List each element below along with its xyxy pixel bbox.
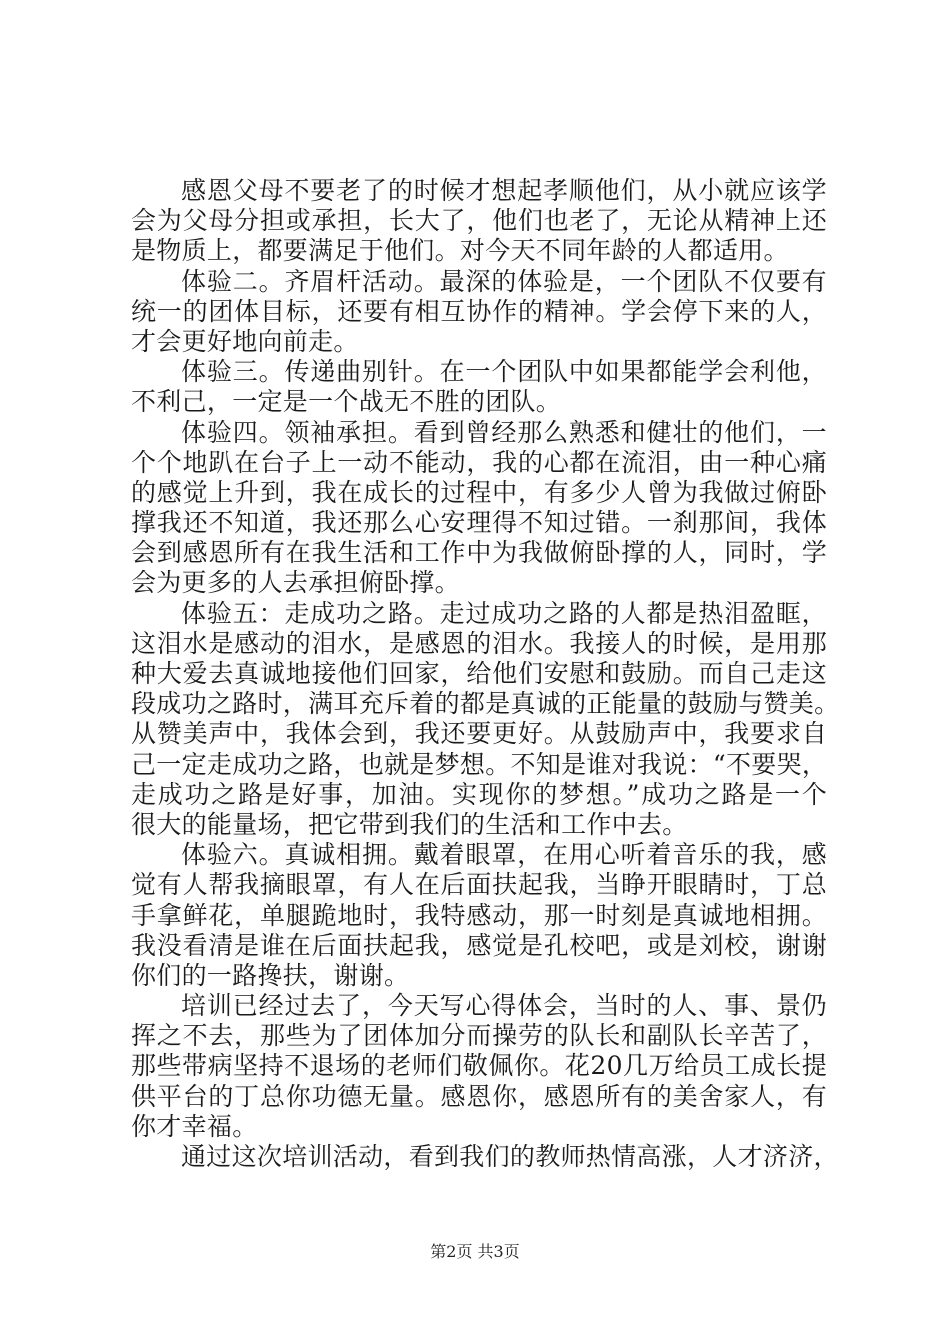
page-footer: 第2页 共3页 — [430, 1242, 520, 1261]
text-line: 很大的能量场，把它带到我们的生活和工作中去。 — [131, 809, 688, 839]
text-line: 培训已经过去了，今天写心得体会，当时的人、事、景仍 — [181, 991, 827, 1021]
text-line: 是物质上，都要满足于他们。对今天不同年龄的人都适用。 — [131, 236, 789, 266]
text-line: 那些带病坚持不退场的老师们敬佩你。花20几万给员工成长提 — [131, 1051, 827, 1081]
text-line: 会为父母分担或承担，长大了，他们也老了，无论从精神上还 — [131, 206, 827, 236]
text-line: 觉有人帮我摘眼罩，有人在后面扶起我，当睁开眼睛时，丁总 — [131, 870, 827, 900]
text-line: 挥之不去，那些为了团体加分而操劳的队长和副队长辛苦了， — [131, 1021, 827, 1051]
text-line: 己一定走成功之路，也就是梦想。不知是谁对我说：“不要哭， — [131, 749, 828, 779]
text-line: 这泪水是感动的泪水，是感恩的泪水。我接人的时候，是用那 — [131, 628, 827, 658]
text-line: 种大爱去真诚地接他们回家，给他们安慰和鼓励。而自己走这 — [131, 659, 827, 688]
text-line: 段成功之路时，满耳充斥着的都是真诚的正能量的鼓励与赞美。 — [131, 689, 840, 719]
text-line: 体验五：走成功之路。走过成功之路的人都是热泪盈眶， — [181, 598, 827, 628]
text-line: 我没看清是谁在后面扶起我，感觉是孔校吧，或是刘校，谢谢 — [131, 930, 827, 960]
text-line: 手拿鲜花，单腿跪地时，我特感动，那一时刻是真诚地相拥。 — [131, 900, 827, 930]
text-line: 会到感恩所有在我生活和工作中为我做俯卧撑的人，同时，学 — [131, 538, 827, 568]
text-line: 走成功之路是好事，加油。实现你的梦想。”成功之路是一个 — [131, 779, 827, 809]
text-line: 体验六。真诚相拥。戴着眼罩，在用心听着音乐的我，感 — [181, 840, 827, 870]
text-line: 你才幸福。 — [131, 1111, 258, 1141]
text-line: 体验二。齐眉杆活动。最深的体验是，一个团队不仅要有 — [181, 266, 827, 296]
text-line: 体验四。领袖承担。看到曾经那么熟悉和健壮的他们，一 — [181, 417, 827, 447]
text-line: 感恩父母不要老了的时候才想起孝顺他们，从小就应该学 — [181, 176, 827, 205]
text-line: 从赞美声中，我体会到，我还要更好。从鼓励声中，我要求自 — [131, 719, 827, 749]
body-text — [131, 176, 840, 1172]
text-line: 你们的一路搀扶，谢谢。 — [131, 960, 410, 990]
text-line: 不利己，一定是一个战无不胜的团队。 — [131, 387, 562, 417]
text-line: 供平台的丁总你功德无量。感恩你，感恩所有的美舍家人，有 — [131, 1081, 827, 1111]
text-line: 通过这次培训活动，看到我们的教师热情高涨，人才济济， — [181, 1142, 839, 1171]
text-line: 体验三。传递曲别针。在一个团队中如果都能学会利他， — [181, 357, 827, 387]
text-line: 统一的团体目标，还要有相互协作的精神。学会停下来的人， — [131, 296, 827, 326]
text-line: 的感觉上升到，我在成长的过程中，有多少人曾为我做过俯卧 — [131, 477, 827, 507]
text-line: 个个地趴在台子上一动不能动，我的心都在流泪，由一种心痛 — [131, 447, 827, 477]
text-line: 会为更多的人去承担俯卧撑。 — [131, 568, 460, 598]
text-line: 才会更好地向前走。 — [131, 326, 359, 356]
text-line: 撑我还不知道，我还那么心安理得不知过错。一刹那间，我体 — [131, 508, 827, 538]
